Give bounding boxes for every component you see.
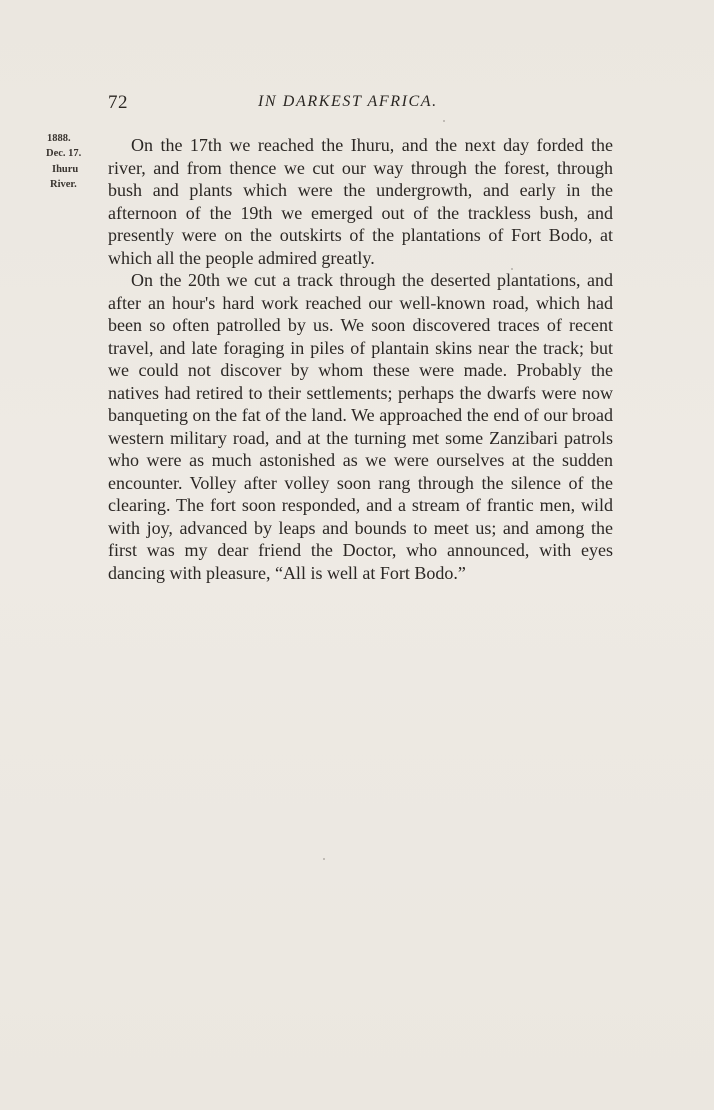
paragraph-1: On the 17th we reached the Ihuru, and the next day forded the river, and from thence we cut our way through the forest, through bush and plants which were the undergrowth, and early in the afternoon of the 19th we emerged out of the trackless bush, and presently were on the outskirts of the plantations of Fort Bodo, at which all the people admired greatly. (108, 135, 613, 268)
paper-speck (443, 120, 445, 122)
margin-note-year: 1888. (47, 133, 71, 144)
margin-note-place-line2: River. (50, 178, 77, 190)
page-header (108, 92, 613, 118)
page-number: 72 (108, 92, 128, 113)
margin-notes (46, 132, 102, 192)
body-text (108, 134, 613, 584)
paper-speck (323, 858, 325, 860)
running-head: IN DARKEST AFRICA. (258, 93, 438, 110)
margin-note-date: Dec. 17. (46, 147, 82, 159)
paragraph-2: On the 20th we cut a track through the deserted plantations, and after an hour's hard work reached our well-known road, which had been so often patrolled by us. We soon discovered traces of recent travel, and late foraging in piles of plantain skins near the track; but we could not discover by whom these were made. Probably the natives had retired to their settlements; perhaps the dwarfs were now banqueting on the fat of the land. We approached the end of our broad western military road, and at the turning met some Zanzibari patrols who were as much astonished as we were ourselves at the sudden encounter. Volley after volley soon rang through the silence of the clearing. The fort soon responded, and a stream of frantic men, wild with joy, advanced by leaps and bounds to meet us; and among the first was my dear friend the Doctor, who announced, with eyes dancing with pleasure, “All is well at Fort Bodo.” (108, 270, 613, 583)
paper-speck (511, 268, 513, 270)
margin-note-place-line1: Ihuru (52, 164, 79, 175)
